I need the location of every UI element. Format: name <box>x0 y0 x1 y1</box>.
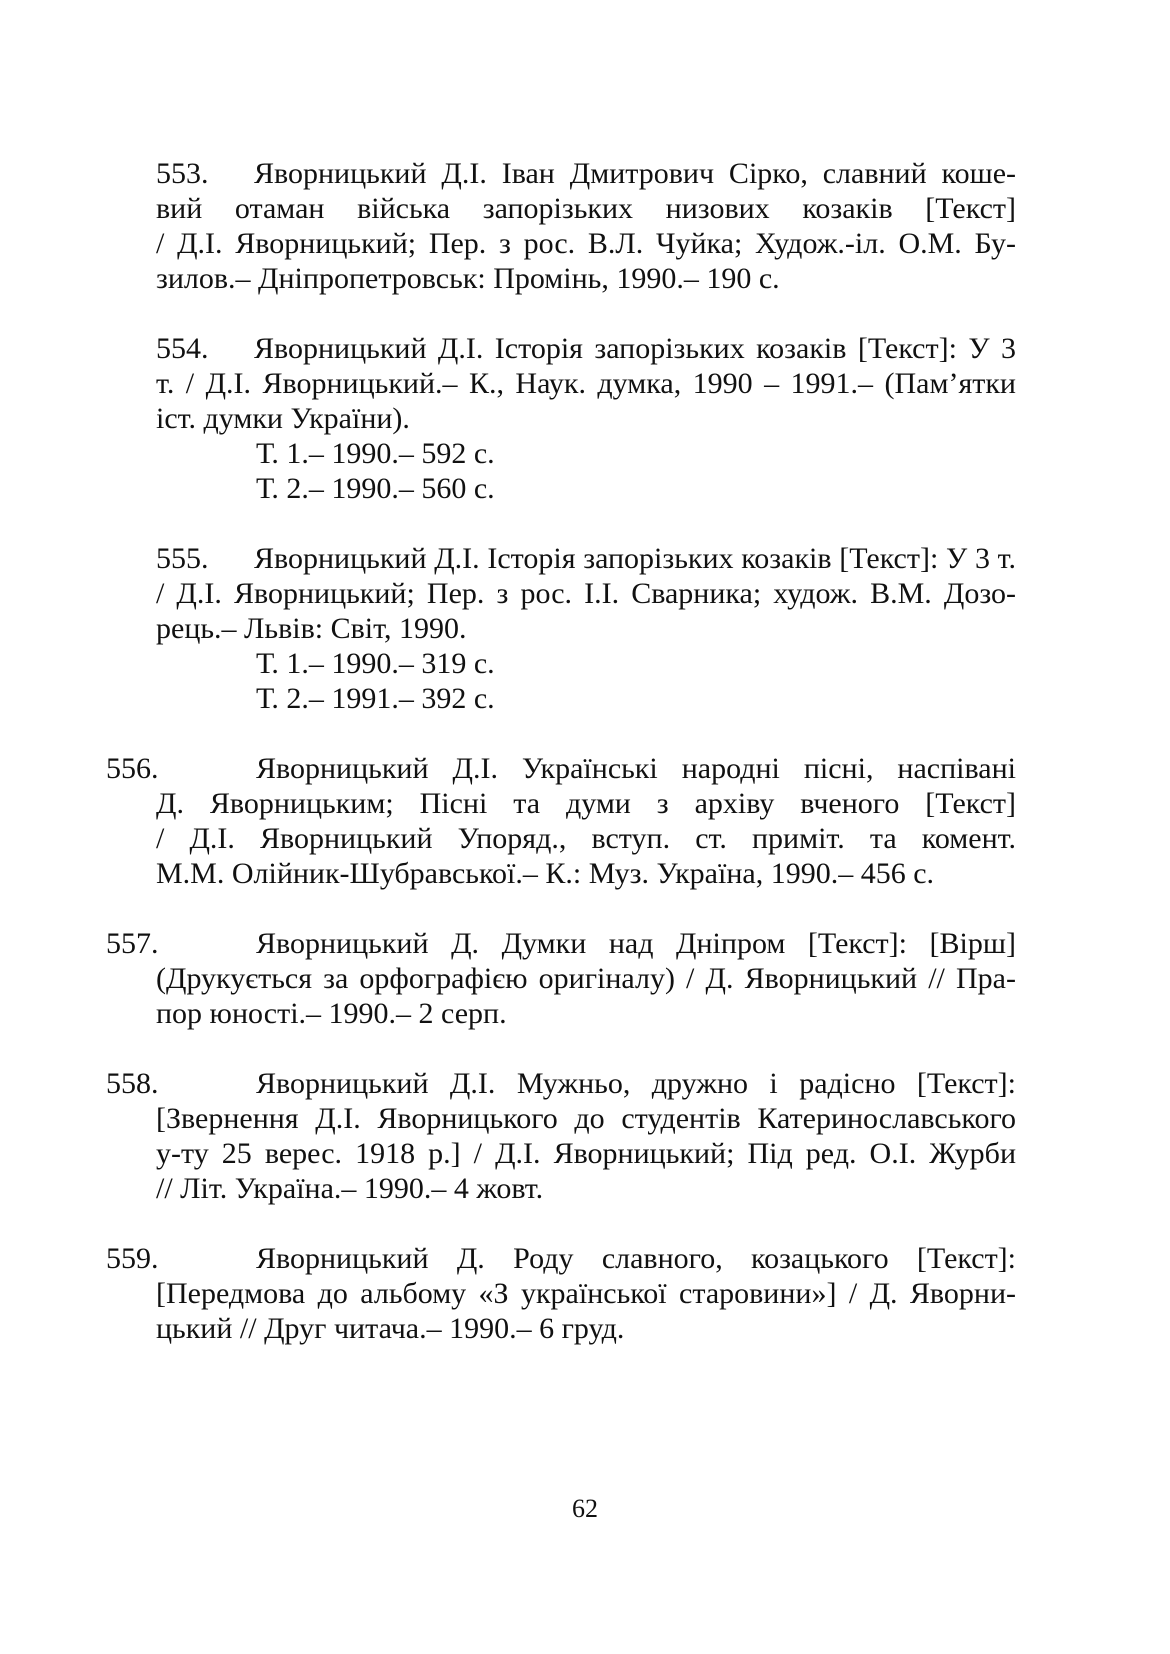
page-number: 62 <box>572 1494 598 1523</box>
entry-text: [Передмова до альбому «З української старовини»] / Д. Яворни- <box>156 1277 1016 1310</box>
entry-text: / Д.І. Яворницький; Пер. з рос. В.Л. Чуйка; Худож.-іл. О.М. Бу- <box>156 227 1016 260</box>
volume-line: Т. 2.– 1991.– 392 с. <box>256 682 495 715</box>
entry-text: іст. думки України). <box>156 402 410 435</box>
bibliography-entry-556 <box>106 751 1016 891</box>
entry-text: вий отаман війська запорізьких низових козаків [Текст] <box>156 192 1016 225</box>
entry-text: // Літ. Україна.– 1990.– 4 жовт. <box>156 1172 544 1205</box>
entry-number: 559. <box>106 1242 159 1275</box>
entry-number: 558. <box>106 1067 159 1100</box>
entry-text: Яворницький Д.І. Мужньо, дружно і радісно [Текст]: <box>256 1067 1016 1100</box>
entry-text: пор юності.– 1990.– 2 серп. <box>156 997 507 1030</box>
entry-text: Яворницький Д.І. Іван Дмитрович Сірко, славний коше- <box>254 157 1016 190</box>
entry-text: М.М. Олійник-Шубравської.– К.: Муз. Україна, 1990.– 456 с. <box>156 857 935 890</box>
bibliography-entry-559 <box>106 1241 1016 1346</box>
entry-text: рець.– Львів: Світ, 1990. <box>156 612 467 645</box>
entry-text: [Звернення Д.І. Яворницького до студентів Катеринославського <box>156 1102 1016 1135</box>
bibliography-entry-553 <box>106 156 1016 296</box>
entry-text: Яворницький Д.І. Історія запорізьких козаків [Текст]: У 3 т. <box>254 542 1016 575</box>
entry-number: 554. <box>156 332 209 365</box>
entry-line <box>156 541 1016 576</box>
entry-text: у-ту 25 верес. 1918 р.] / Д.І. Яворницький; Під ред. О.І. Журби <box>156 1137 1016 1170</box>
bibliography-entry-558 <box>106 1066 1016 1206</box>
entry-text: Яворницький Д. Думки над Дніпром [Текст]: [Вірш] <box>256 927 1016 960</box>
bibliography-entry-554 <box>106 331 1016 506</box>
entry-text: / Д.І. Яворницький Упоряд., вступ. ст. приміт. та комент. <box>156 822 1016 855</box>
entry-text: Д. Яворницьким; Пісні та думи з архіву вченого [Текст] <box>156 787 1016 820</box>
entry-line <box>156 331 1016 366</box>
entry-text: (Друкується за орфографією оригіналу) / Д. Яворницький // Пра- <box>156 962 1016 995</box>
entry-text: Яворницький Д.І. Історія запорізьких козаків [Текст]: У 3 <box>254 332 1016 365</box>
entry-text: зилов.– Дніпропетровськ: Промінь, 1990.– 190 с. <box>156 262 780 295</box>
entry-number: 557. <box>106 927 159 960</box>
entry-number: 553. <box>156 157 209 190</box>
entry-text: т. / Д.І. Яворницький.– К., Наук. думка, 1990 – 1991.– (Пам’ятки <box>156 367 1016 400</box>
entry-number: 556. <box>106 752 159 785</box>
entry-number: 555. <box>156 542 209 575</box>
bibliography-list <box>106 156 1016 1381</box>
entry-line <box>156 156 1016 191</box>
bibliography-entry-557 <box>106 926 1016 1031</box>
volume-line: Т. 1.– 1990.– 319 с. <box>256 647 495 680</box>
volume-line: Т. 1.– 1990.– 592 с. <box>256 437 495 470</box>
entry-text: Яворницький Д.І. Українські народні пісні, наспівані <box>256 752 1016 785</box>
volume-line: Т. 2.– 1990.– 560 с. <box>256 472 495 505</box>
entry-text: Яворницький Д. Роду славного, козацького [Текст]: <box>256 1242 1016 1275</box>
entry-text: цький // Друг читача.– 1990.– 6 груд. <box>156 1312 625 1345</box>
entry-text: / Д.І. Яворницький; Пер. з рос. І.І. Сварника; худож. В.М. Дозо- <box>156 577 1016 610</box>
bibliography-entry-555 <box>106 541 1016 716</box>
